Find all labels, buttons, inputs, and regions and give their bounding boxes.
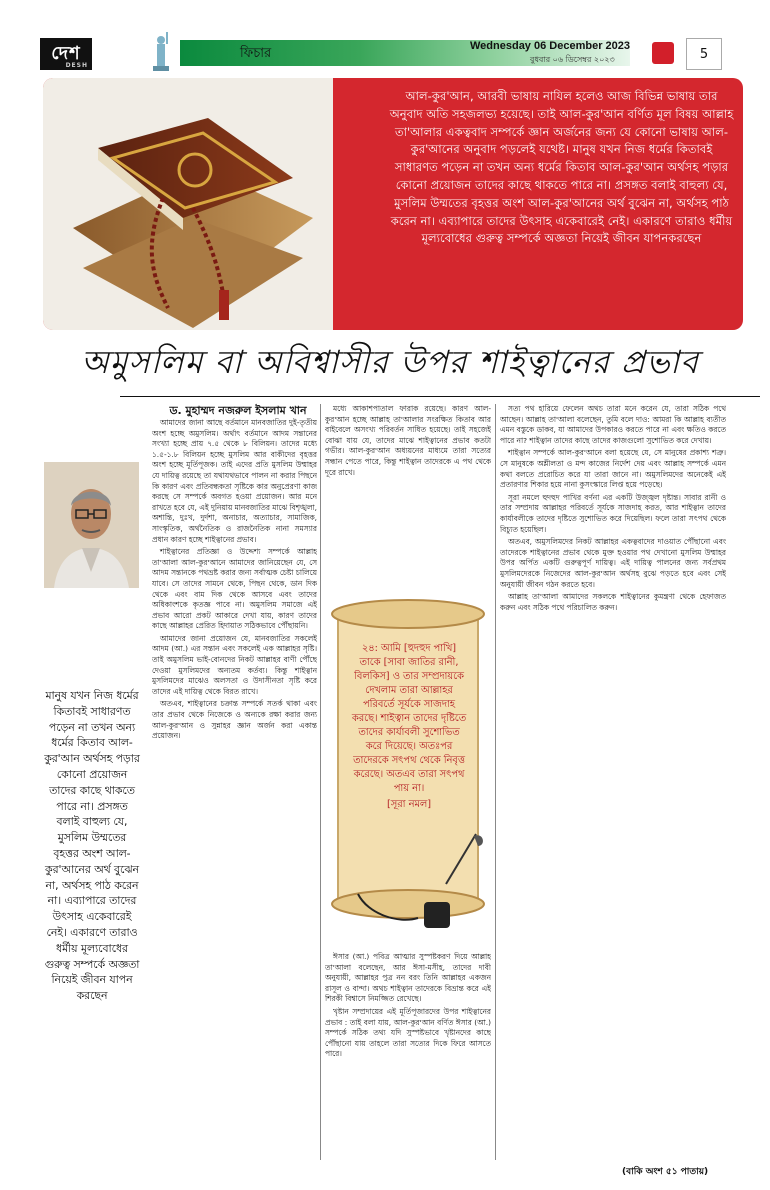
banner-quote: আল-কুর'আন, আরবী ভাষায় নাযিল হলেও আজ বিভিন্ন ভাষায় তার অনুবাদ অতি সহজলভ্য হয়েছে। তাই আল-কুর'আন বর্ণিত মূল বিষয় আল্লাহ তা'আলার একত্ববাদ সম্পর্কে জ্ঞান অর্জনের জন্য যে কোনো ভাষায় আল-কুর'আনের অনুবাদ পড়লেই যথেষ্ট। মানুষ যখন নিজ ধর্মের কিতাবই সাধারণত পড়েন না তখন অন্য ধর্মের কিতাব আল-কুর'আন অর্থসহ পড়ার কোনো প্রয়োজন তাদের কাছে থাকতে পারে না। প্রসঙ্গত বলাই বাহুল্য যে, মুসলিম উম্মতের বৃহত্তর অংশ আল-কুর'আনের অর্থ বুঝেন না, অর্থসহ পাঠ করেন না। এব্যাপারে তাদের উৎসাহ একেবারেই নেই। একারণে তারাও ধর্মীয় মূল্যবোধের গুরুত্ব সম্পর্কে অজ্ঞতা নিয়েই জীবন যাপনকরছেন xyxy=(389,89,734,246)
continued-note[interactable]: (বাকি অংশ ৫১ পাতায়) xyxy=(622,1167,709,1177)
article-column-3 xyxy=(500,404,726,1166)
paragraph: খৃষ্টান সম্প্রদায়ের এই মূর্তিপূজারদের উপর শাইত্বানের প্রভাব : তাই বলা যায়, আল-কুর'আন বর্ণিত ঈসার (আ.) সম্পর্কে সঠিক তথ্য যদি সুস্পষ্টভাবে খৃষ্টানদের কাছে পৌঁছানো যায় তাহলে তারা সত্যের দিকে ফিরে আসতে পারে। xyxy=(325,1006,491,1059)
page-number: 5 xyxy=(686,38,722,70)
verse-source: [সূরা নমল] xyxy=(386,799,432,810)
feature-banner xyxy=(43,78,743,330)
author-byline: ড. মুহাম্মদ নজরুল ইসলাম খান xyxy=(169,404,307,417)
verse-text xyxy=(350,642,468,812)
page-marker xyxy=(652,42,674,64)
liberty-statue-icon xyxy=(148,30,174,72)
author-photo xyxy=(44,462,139,588)
article-headline: অমুসলিম বা অবিশ্বাসীর উপর শাইত্বানের প্রভাব xyxy=(81,343,699,381)
masthead-logo[interactable] xyxy=(40,38,92,70)
date-bangla: বুধবার ০৬ ডিসেম্বর ২০২৩ xyxy=(530,55,615,64)
paragraph: মধ্যে আকাশপাতাল ফারাক রয়েছে। কারণ আল-কুর'আন হচ্ছে আল্লাহ তা'আলার সংরক্ষিত কিতাব আর বাইবেলে অসংখ্য পরিবর্তন সাধিত হয়েছে। তাই সহজেই বোঝা যায় যে, তাদের মাঝে শাইত্বানের প্রভাব কতটা গভীর। আল-কুর'আন অধ্যয়নের মাধ্যমে তারা সত্যের সন্ধান পেতে পারে, কিন্তু শাইত্বান তাদেরকে এ পথ থেকে দূরে রাখে। xyxy=(325,404,491,477)
article-column-1 xyxy=(152,418,317,1160)
paragraph: সূরা নমলে হুদহুদ পাখির বর্ণনা এর একটি উজ্জ্বল দৃষ্টান্ত। সাবার রানী ও তার সম্প্রদায় আল্লাহর পরিবর্তে সূর্যকে সাজদাহ করত, আর শাইত্বান তাদের কার্যাবলীকে তাদের দৃষ্টিতে সুশোভিত করে দিয়েছিল। ফলে তারা সৎপথ থেকে বিচ্যুত হয়েছিল। xyxy=(500,492,726,534)
verse-scroll xyxy=(328,584,488,948)
paragraph: সত্য পথ হারিয়ে ফেলেন অথচ তারা মনে করেন যে, তারা সঠিক পথে আছেন। আল্লাহ তা'আলা বলেছেন, তুমি বলে দাও: আমরা কি আল্লাহ ব্যতীত এমন বস্তুকে ডাকব, যা আমাদের উপকারও করতে পারে না এবং ক্ষতিও করতে পারে না? শাইত্বান তাদের কাছে তাদের কাজগুলো সুশোভিত করে দেখায়। xyxy=(500,404,726,445)
headline-rule xyxy=(120,396,760,397)
paragraph: আমাদের জানা আছে বর্তমানে মানবজাতির দুই-তৃতীয় অংশ হচ্ছে অমুসলিম। অর্থাৎ বর্তমানে আদম সন্তানের সংখ্যা হচ্ছে প্রায় ৭.৫ থেকে ৮ বিলিয়ন। তাদের মধ্যে ১.৫-১.৮ বিলিয়ন হচ্ছে মুসলিম আর বাকীদের বৃহত্তর অংশ হচ্ছে মূর্তিপূজক। তাই এদের প্রতি মুসলিম উম্মাহর যে দায়িত্ব রয়েছে তা যথাযথভাবে পালন না করার পিছনে কি কারণ এবং প্রতিবন্ধকতা সৃষ্টিকে কার অনুপ্রেরণা কাজ করছে সে সম্পর্কে অবগত হওয়া প্রয়োজন। আর মনে রাখতে হবে যে, এই দুনিয়ায় মানবজাতির মাঝে বিশৃঙ্খলা, অশান্তি, দুঃখ, দুর্দশা, অনাচার, অত্যাচার, সামাজিক, সাংস্কৃতিক, অর্থনৈতিক ও রাজনৈতিক নানা সমস্যার প্রধান কারণ হচ্ছে শাইত্বানের প্রভাব। xyxy=(152,418,317,544)
article-column-2-top xyxy=(325,404,491,578)
pull-quote: মানুষ যখন নিজ ধর্মের কিতাবই সাধারণত পড়েন না তখন অন্য ধর্মের কিতাব আল-কুর'আন অর্থসহ পড়ার কোনো প্রয়োজন তাদের কাছে থাকতে পারে না। প্রসঙ্গত বলাই বাহুল্য যে, মুসলিম উম্মতের বৃহত্তর অংশ আল-কুর'আনের অর্থ বুঝেন না, অর্থসহ পাঠ করেন না। এব্যাপারে তাদের উৎসাহ একেবারেই নেই। একারণে তারাও ধর্মীয় মূল্যবোধের গুরুত্ব সম্পর্কে অজ্ঞতা নিয়েই জীবন যাপন করছেন xyxy=(44,689,140,1003)
paragraph: অতএব, শাইত্বানের চক্রান্ত সম্পর্কে সতর্ক থাকা এবং তার প্রভাব থেকে নিজেকে ও অন্যকে রক্ষা করার জন্য আল-কুর'আন ও সুন্নাহর জ্ঞান অর্জন করা একান্ত প্রয়োজন। xyxy=(152,699,317,741)
quran-on-stand-image xyxy=(43,78,333,330)
column-divider xyxy=(320,404,321,1160)
paragraph: ঈসার (আ.) পবিত্র আত্মার সুস্পষ্টকরণ দিয়ে আল্লাহ তা'আলা বলেছেন, আর ঈসা-মসীহ, তাদের দাবী অনুযায়ী, আল্লাহর পুত্র নন বরং তিনি আল্লাহর একজন রাসূল ও বান্দা। অথচ শাইত্বান তাদেরকে বিভ্রান্ত করে এই শিরকী বিশ্বাসে নিমজ্জিত রেখেছে। xyxy=(325,952,491,1004)
section-name: ফিচার xyxy=(240,46,272,61)
article-column-2-bottom xyxy=(325,952,491,1160)
verse-body: ২৪: আমি [হুদহুদ পাখি] তাকে [সাবা জাতির রানী, বিলকিস] ও তার সম্প্রদায়কে দেখলাম তারা আল্লাহর পরিবর্তে সূর্যকে সাজদাহ করছে। শাইত্বান তাদের দৃষ্টিতে তাদের কার্যাবলী সুশোভিত করে দিয়েছে। অতঃপর তাদেরকে সৎপথ থেকে নিবৃত্ত করেছে। অতএব তারা সৎপথ পায় না। xyxy=(351,643,467,794)
logo-text: দেশ xyxy=(51,42,81,64)
page-header xyxy=(0,0,770,74)
page-number-block xyxy=(646,38,726,68)
column-divider xyxy=(495,404,496,1160)
date-english: Wednesday 06 December 2023 xyxy=(470,40,630,52)
paragraph: অতএব, অমুসলিমদের নিকট আল্লাহর একত্ববাদের দাওয়াত পৌঁছানো এবং তাদেরকে শাইত্বানের প্রভাব থেকে মুক্ত হওয়ার পথ দেখানো মুসলিম উম্মাহর উপর অর্পিত একটি গুরুত্বপূর্ণ দায়িত্ব। এই দায়িত্ব পালনের জন্য সর্বপ্রথম মুসলিমদেরকে নিজেদের আল-কুর'আন অর্থসহ বুঝে পড়তে হবে এবং সেই অনুযায়ী জীবন গঠন করতে হবে। xyxy=(500,537,726,589)
paragraph: আমাদের জানা প্রয়োজন যে, মানবজাতির সকলেই আদম (আ.) এর সন্তান এবং সকলেই এক আল্লাহর সৃষ্টি। তাই অমুসলিম ভাই-বোনদের নিকট আল্লাহর বাণী পৌঁছে দেওয়া মুসলিমদের অন্যতম কর্তব্য। কিন্তু শাইত্বান মুসলিমদের মাঝেও অলসতা ও উদাসীনতা সৃষ্টি করে তাদের এই দায়িত্ব থেকে বিরত রাখে। xyxy=(152,633,317,696)
paragraph: শাইত্বানের প্রতিজ্ঞা ও উদ্দেশ্য সম্পর্কে আল্লাহ তা'আলা আল-কুর'আনে আমাদের জানিয়েছেন যে, সে আদম সন্তানকে পথভ্রষ্ট করার জন্য সর্বাত্মক চেষ্টা চালিয়ে যাবে। সে তাদের সামনে থেকে, পিছন থেকে, ডান দিক থেকে এবং বাম দিক থেকে আসবে এবং তাদের অধিকাংশকে কৃতজ্ঞ পাবে না। অমুসলিম সমাজে এই প্রভাব আরো প্রকট আকারে দেখা যায়, কারণ তাদের কাছে আল্লাহর প্রেরিত হিদায়াত সঠিকভাবে পৌঁছায়নি। xyxy=(152,547,317,631)
paragraph: শাইত্বান সম্পর্কে আল-কুর'আনে বলা হয়েছে যে, সে মানুষের প্রকাশ্য শত্রু। সে মানুষকে অশ্লীলতা ও মন্দ কাজের নির্দেশ দেয় এবং আল্লাহ সম্পর্কে এমন কথা বলতে প্ররোচিত করে যা তারা জানে না। অমুসলিমদের অনেকেই এই প্রতারণার শিকার হয়ে নানা কুসংস্কারে লিপ্ত হয়ে পড়েছে। xyxy=(500,448,726,490)
logo-subtext: DESH xyxy=(65,62,88,69)
paragraph: আল্লাহ তা'আলা আমাদের সকলকে শাইত্বানের কুমন্ত্রণা থেকে হেফাজত করুন এবং সঠিক পথে পরিচালিত করুন। xyxy=(500,592,726,612)
